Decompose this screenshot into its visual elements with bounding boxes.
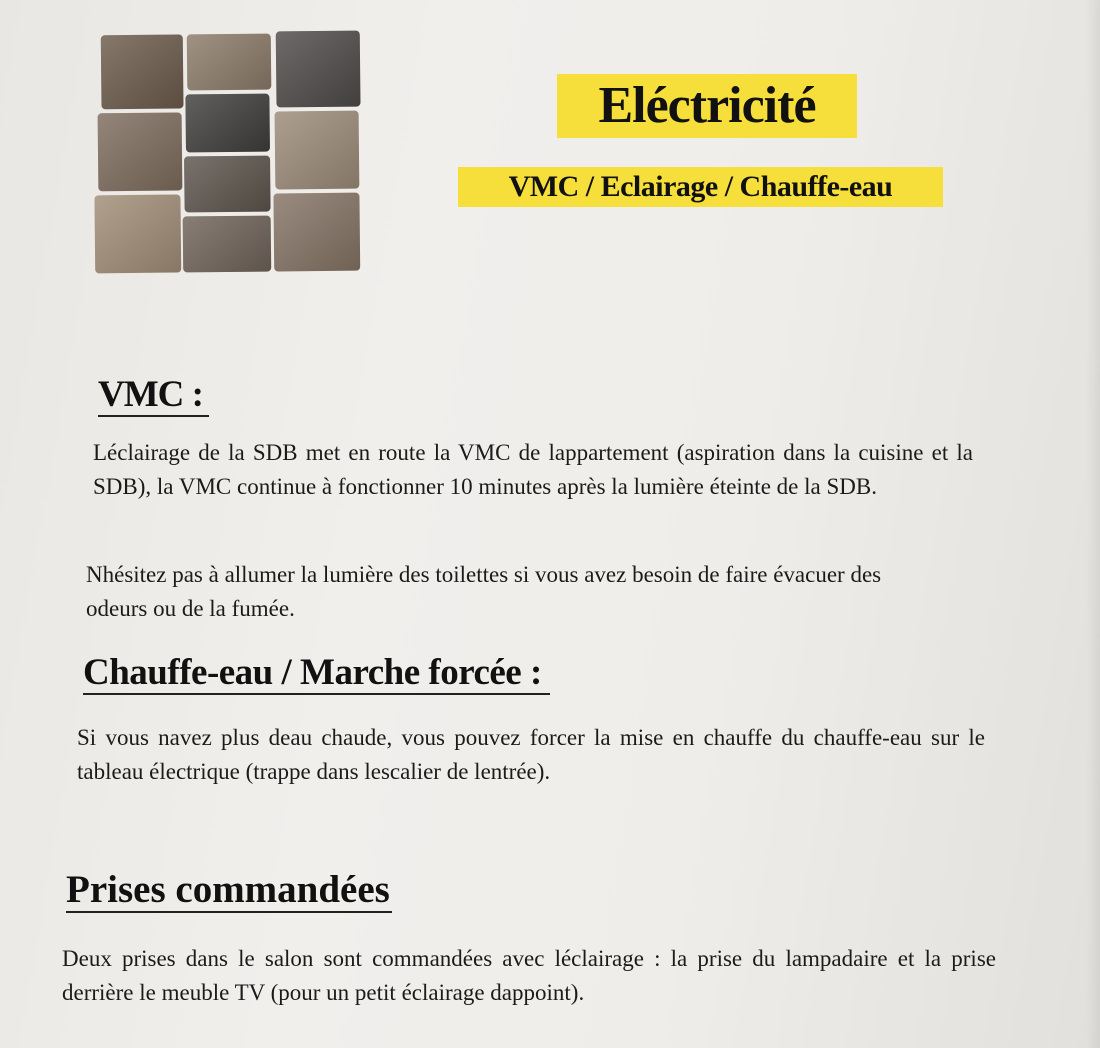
collage-photo [275, 111, 360, 190]
paragraph-vmc-1: Léclairage de la SDB met en route la VMC de lappartement (aspiration dans la cuisine et la SDB), la VMC continue à fonctionner 10 minutes après la lumière éteinte de la SDB. [93, 440, 973, 499]
page-title: Eléctricité [598, 77, 816, 134]
paragraph-vmc-2: Nhésitez pas à allumer la lumière des toilettes si vous avez besoin de faire évacuer des odeurs ou de la fumée. [86, 562, 882, 621]
subtitle-highlight [458, 167, 943, 207]
section-heading-chauffe-eau: Chauffe-eau / Marche forcée : [83, 654, 550, 695]
collage-photo [184, 156, 271, 213]
page-subtitle: VMC / Eclairage / Chauffe-eau [508, 170, 893, 203]
collage-photo [98, 112, 183, 191]
collage-photo [185, 94, 270, 153]
title-highlight [557, 74, 857, 138]
section-heading-prises: Prises commandées [66, 868, 390, 911]
paragraph-prises: Deux prises dans le salon sont commandées avec léclairage : la prise du lampadaire et la prise derrière le meuble TV (pour un petit éclairage dappoint). [62, 946, 996, 1005]
collage-photo [94, 194, 181, 273]
collage-photo [187, 34, 272, 91]
paragraph-chauffe-eau: Si vous navez plus deau chaude, vous pouvez forcer la mise en chauffe du chauffe-eau sur le tableau électrique (trappe dans lescalier de lentrée). [77, 725, 985, 784]
collage-photo [273, 193, 360, 272]
collage-photo [276, 31, 361, 108]
collage-photo [183, 216, 272, 273]
section-heading-vmc: VMC : [98, 376, 209, 417]
collage-photo [101, 34, 184, 109]
photo-collage [89, 31, 364, 276]
paper-edge-shadow [1086, 0, 1100, 1048]
